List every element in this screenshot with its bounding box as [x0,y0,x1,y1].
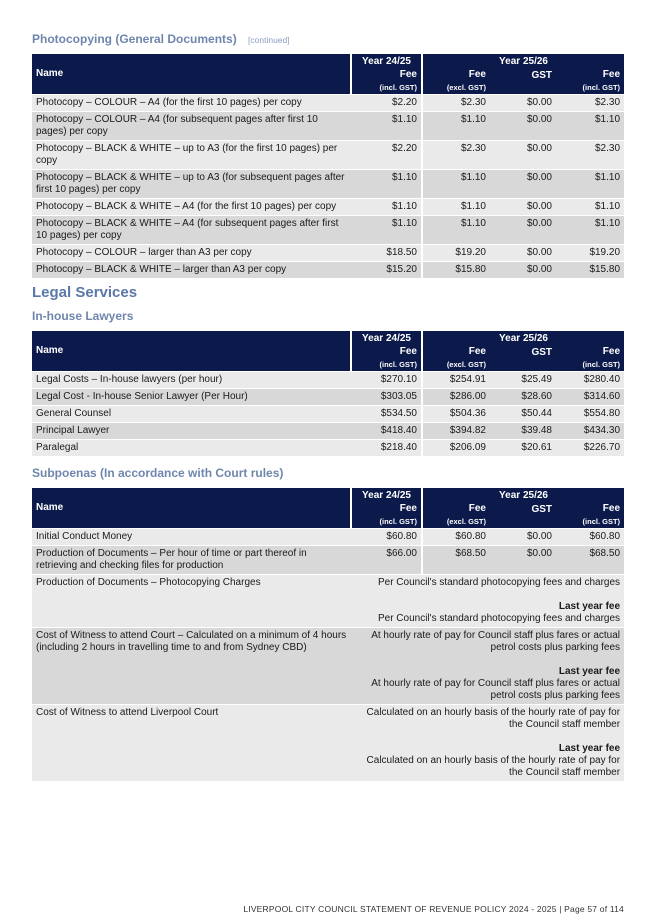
fee-prev: $1.10 [352,198,423,215]
fee-incl: $19.20 [556,244,624,261]
table-row [32,111,624,140]
last-year-fee-label: Last year fee [558,666,621,677]
col-header-fee-prev: Fee [352,69,423,81]
fee-incl: $226.70 [556,439,624,456]
fee-name: Photocopy – BLACK & WHITE – up to A3 (for the first 10 pages) per copy [32,140,352,169]
fee-prev: $534.50 [352,405,423,422]
fee-incl: $434.30 [556,422,624,439]
fee-prev: $270.10 [352,371,423,388]
last-year-fee-label: Last year fee [558,743,621,754]
fee-excl: $19.20 [423,244,490,261]
fee-excl: $504.36 [423,405,490,422]
fee-gst: $0.00 [490,545,556,574]
fee-prev: $60.80 [352,528,423,545]
fee-description [352,704,624,781]
fee-gst: $28.60 [490,388,556,405]
fee-incl: $15.80 [556,261,624,278]
fee-prev: $15.20 [352,261,423,278]
fee-gst: $39.48 [490,422,556,439]
fee-description [352,627,624,704]
table-row [32,422,624,439]
table-row [32,140,624,169]
fee-excl: $1.10 [423,169,490,198]
table-row [32,704,624,781]
fee-name: Legal Cost - In-house Senior Lawyer (Per Hour) [32,388,352,405]
fee-gst: $0.00 [490,198,556,215]
fee-name: Photocopy – BLACK & WHITE – larger than A3 per copy [32,261,352,278]
fee-incl: $68.50 [556,545,624,574]
fee-incl: $280.40 [556,371,624,388]
fee-name: General Counsel [32,405,352,422]
col-header-gst: GST [490,69,556,94]
fee-incl: $2.30 [556,140,624,169]
col-header-fee-prev: Fee [352,346,423,358]
fee-prev: $418.40 [352,422,423,439]
fee-name: Cost of Witness to attend Liverpool Court [32,704,352,781]
fee-excl: $1.10 [423,215,490,244]
col-header-year-prev: Year 24/25 [352,54,423,69]
fee-prev: $303.05 [352,388,423,405]
fee-excl: $2.30 [423,140,490,169]
fee-incl: $1.10 [556,215,624,244]
fee-current-text: Calculated on an hourly basis of the hourly rate of pay for the Council staff member [366,707,621,730]
fee-name: Photocopy – BLACK & WHITE – A4 (for subsequent pages after first 10 pages) per copy [32,215,352,244]
fee-current-text: At hourly rate of pay for Council staff plus fares or actual petrol costs plus parking fees [371,630,621,653]
col-header-excl: (excl. GST) [423,358,490,371]
fee-excl: $206.09 [423,439,490,456]
fee-gst: $25.49 [490,371,556,388]
table-row [32,94,624,111]
photocopying-section-title [32,32,290,46]
photocopying-fees-table [32,54,624,278]
col-header-fee-excl: Fee [423,69,490,81]
col-header-incl-prev: (incl. GST) [352,358,423,371]
fee-excl: $1.10 [423,198,490,215]
fee-excl: $2.30 [423,94,490,111]
col-header-fee-incl: Fee [556,346,624,358]
inhouse-title-text: In-house Lawyers [32,309,134,323]
col-header-year-current: Year 25/26 [423,331,624,346]
table-row [32,405,624,422]
fee-name: Photocopy – BLACK & WHITE – up to A3 (for subsequent pages after first 10 pages) per copy [32,169,352,198]
fee-gst: $0.00 [490,261,556,278]
fee-prev: $2.20 [352,140,423,169]
table-row [32,371,624,388]
table-row [32,574,624,627]
col-header-name: Name [32,54,352,94]
fee-name: Production of Documents – Per hour of time or part thereof in retrieving and checking files for production [32,545,352,574]
fee-excl: $1.10 [423,111,490,140]
col-header-gst: GST [490,503,556,528]
col-header-incl: (incl. GST) [556,358,624,371]
col-header-name: Name [32,488,352,528]
col-header-year-current: Year 25/26 [423,54,624,69]
fee-prev: $66.00 [352,545,423,574]
legal-services-title: Legal Services [32,284,138,301]
fee-description [352,574,624,627]
col-header-year-prev: Year 24/25 [352,331,423,346]
fee-name: Paralegal [32,439,352,456]
fee-gst: $0.00 [490,111,556,140]
fee-current-text: Per Council's standard photocopying fees and charges [377,577,621,588]
fee-name: Legal Costs – In-house lawyers (per hour) [32,371,352,388]
col-header-year-current: Year 25/26 [423,488,624,503]
continued-label: [continued] [248,35,290,45]
fee-incl: $60.80 [556,528,624,545]
col-header-gst: GST [490,346,556,371]
photocopying-title: Photocopying (General Documents) [32,32,237,46]
subpoenas-title-text: Subpoenas (In accordance with Court rules) [32,466,284,480]
fee-prev: $1.10 [352,169,423,198]
fee-excl: $286.00 [423,388,490,405]
fee-name: Photocopy – COLOUR – larger than A3 per copy [32,244,352,261]
col-header-excl: (excl. GST) [423,81,490,94]
fee-excl: $254.91 [423,371,490,388]
fee-incl: $1.10 [556,169,624,198]
inhouse-fees-table [32,331,624,456]
col-header-incl-prev: (incl. GST) [352,81,423,94]
fee-excl: $394.82 [423,422,490,439]
fee-last-year-text: Calculated on an hourly basis of the hourly rate of pay for the Council staff member [366,755,621,778]
fee-gst: $0.00 [490,169,556,198]
fee-incl: $1.10 [556,111,624,140]
fee-excl: $15.80 [423,261,490,278]
table-row [32,388,624,405]
fee-last-year-text: Per Council's standard photocopying fees and charges [377,613,621,624]
fee-gst: $0.00 [490,215,556,244]
fee-prev: $1.10 [352,111,423,140]
fee-last-year-text: At hourly rate of pay for Council staff plus fares or actual petrol costs plus parking fees [371,678,621,701]
fee-gst: $0.00 [490,140,556,169]
table-row [32,545,624,574]
fee-gst: $20.61 [490,439,556,456]
table-row [32,528,624,545]
fee-name: Cost of Witness to attend Court – Calculated on a minimum of 4 hours (including 2 hours in travelling time to and from Sydney CBD) [32,627,352,704]
fee-prev: $18.50 [352,244,423,261]
fee-name: Production of Documents – Photocopying Charges [32,574,352,627]
fee-prev: $218.40 [352,439,423,456]
col-header-fee-excl: Fee [423,503,490,515]
page-footer: LIVERPOOL CITY COUNCIL STATEMENT OF REVENUE POLICY 2024 - 2025 | Page 57 of 114 [243,904,624,914]
col-header-incl: (incl. GST) [556,515,624,528]
col-header-incl: (incl. GST) [556,81,624,94]
fee-gst: $50.44 [490,405,556,422]
last-year-fee-label: Last year fee [558,601,621,612]
subpoenas-title [32,466,283,480]
col-header-excl: (excl. GST) [423,515,490,528]
fee-gst: $0.00 [490,244,556,261]
table-row [32,198,624,215]
fee-prev: $2.20 [352,94,423,111]
table-row [32,439,624,456]
subpoenas-fees-table [32,488,624,781]
fee-incl: $314.60 [556,388,624,405]
table-row [32,244,624,261]
col-header-fee-incl: Fee [556,69,624,81]
fee-excl: $60.80 [423,528,490,545]
col-header-name: Name [32,331,352,371]
fee-incl: $2.30 [556,94,624,111]
col-header-fee-prev: Fee [352,503,423,515]
col-header-year-prev: Year 24/25 [352,488,423,503]
fee-name: Photocopy – COLOUR – A4 (for subsequent pages after first 10 pages) per copy [32,111,352,140]
fee-incl: $554.80 [556,405,624,422]
table-row [32,627,624,704]
inhouse-lawyers-title [32,309,133,323]
col-header-incl-prev: (incl. GST) [352,515,423,528]
fee-prev: $1.10 [352,215,423,244]
fee-name: Photocopy – BLACK & WHITE – A4 (for the first 10 pages) per copy [32,198,352,215]
col-header-fee-excl: Fee [423,346,490,358]
fee-name: Principal Lawyer [32,422,352,439]
col-header-fee-incl: Fee [556,503,624,515]
fee-excl: $68.50 [423,545,490,574]
fee-incl: $1.10 [556,198,624,215]
fee-gst: $0.00 [490,528,556,545]
table-row [32,215,624,244]
table-row [32,261,624,278]
fee-name: Photocopy – COLOUR – A4 (for the first 10 pages) per copy [32,94,352,111]
fee-name: Initial Conduct Money [32,528,352,545]
table-row [32,169,624,198]
fee-gst: $0.00 [490,94,556,111]
